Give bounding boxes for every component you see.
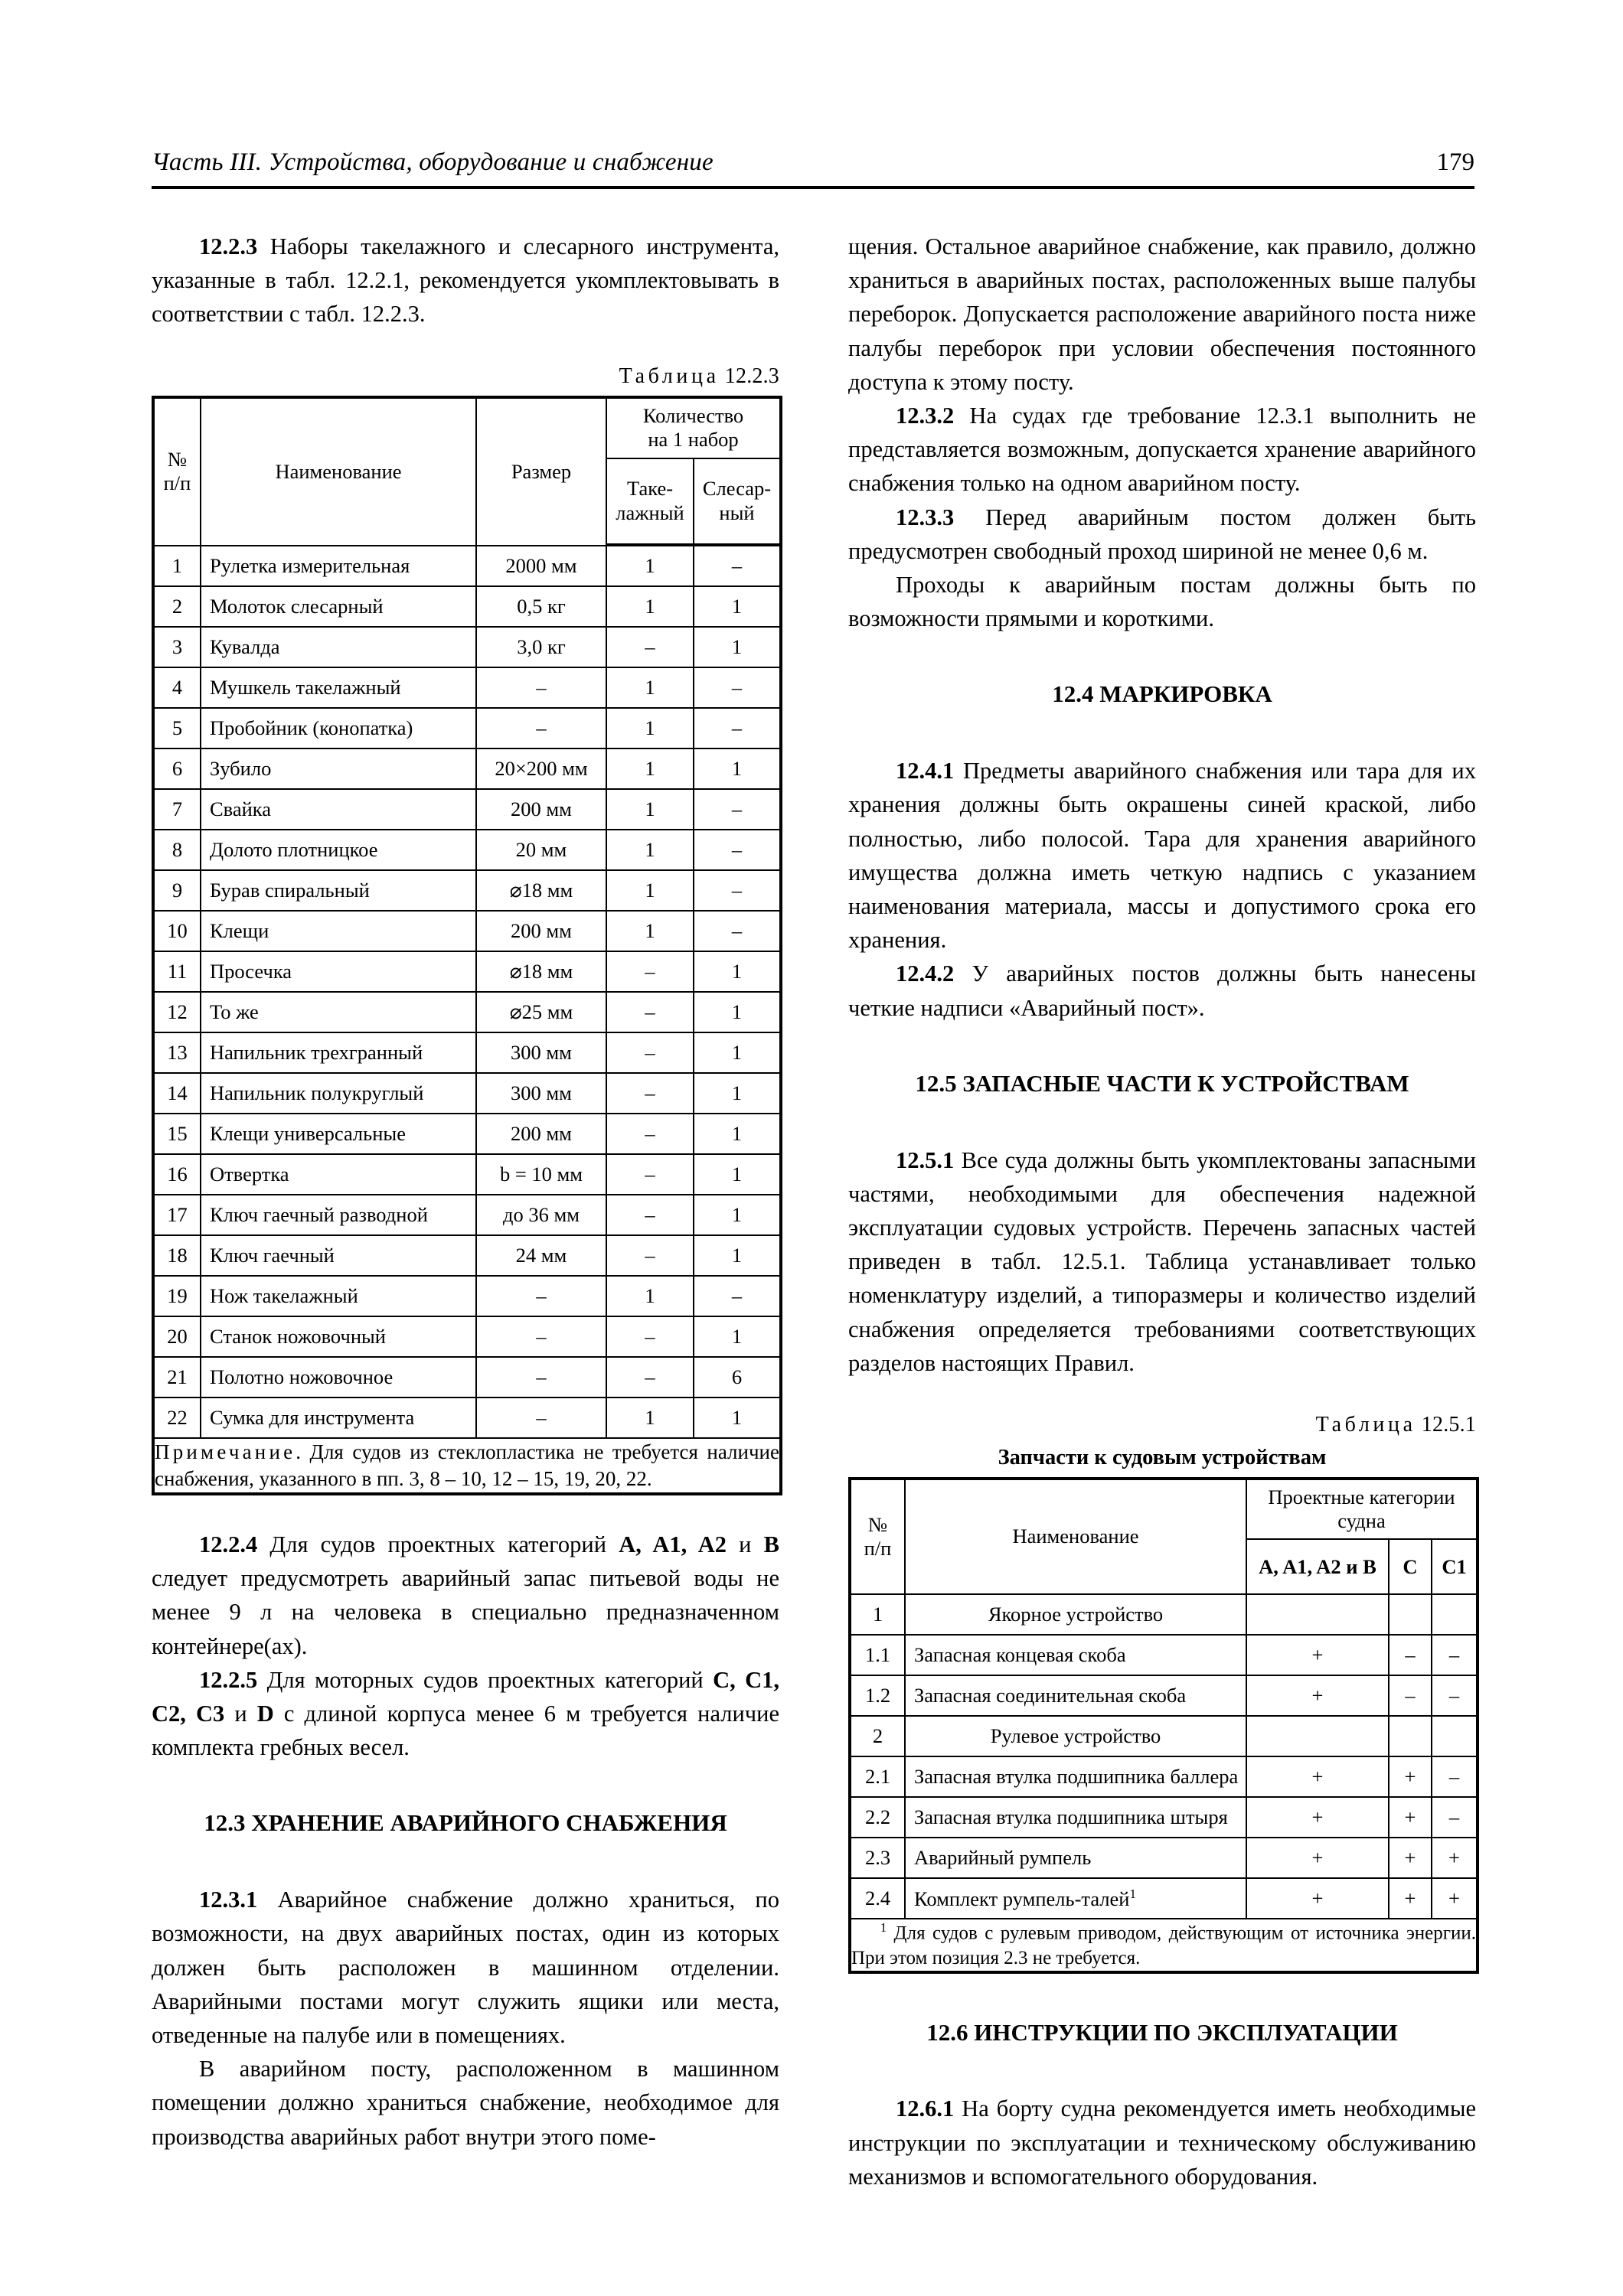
header-quantity-main: Количество	[642, 404, 744, 428]
header-cat-c: C	[1389, 1539, 1432, 1594]
cell-slesarny: 1	[694, 951, 781, 992]
cell-takelazhny: 1	[606, 667, 694, 708]
table-row	[153, 830, 781, 870]
header-qty-takelazhny-l2: лажный	[616, 501, 684, 524]
table-row	[153, 748, 781, 789]
header-qty-slesarny-l1: Слесар-	[702, 477, 772, 501]
right-column	[848, 230, 1476, 2193]
cell-cat-c1: +	[1432, 1878, 1478, 1919]
section-heading-12-3: 12.3 ХРАНЕНИЕ АВАРИЙНОГО СНАБЖЕНИЯ	[204, 1809, 727, 1837]
cell-no: 1	[850, 1594, 905, 1635]
header-no-2	[850, 1479, 905, 1595]
cell-size: 3,0 кг	[476, 627, 606, 667]
paragraph-12-2-5-a: Для моторных судов проектных категорий	[266, 1666, 714, 1693]
cell-slesarny: –	[694, 830, 781, 870]
cell-takelazhny: –	[606, 1073, 694, 1114]
cell-slesarny: 1	[694, 627, 781, 667]
cell-takelazhny: –	[606, 992, 694, 1032]
cell-size: 200 мм	[476, 1114, 606, 1154]
cell-slesarny: 6	[694, 1357, 781, 1397]
cell-name: Отвертка	[201, 1154, 476, 1195]
cell-takelazhny: –	[606, 1114, 694, 1154]
paragraph-12-2-5-cats2: D	[256, 1700, 274, 1727]
table-caption-prefix: Таблица	[619, 364, 720, 388]
cell-no: 1.2	[850, 1675, 905, 1716]
footnote-text: Для судов с рулевым приводом, действующим от источника энергии. При этом позиция 2.3 не требуется.	[851, 1923, 1477, 1968]
cell-no: 6	[153, 748, 201, 789]
cell-name: Просечка	[201, 951, 476, 992]
paragraph-12-3-2	[848, 399, 1476, 501]
section-heading-12-5: 12.5 ЗАПАСНЫЕ ЧАСТИ К УСТРОЙСТВАМ	[915, 1069, 1409, 1097]
cell-name: Запасная втулка подшипника баллера	[905, 1756, 1246, 1797]
cell-slesarny: –	[694, 789, 781, 830]
cell-takelazhny: 1	[606, 748, 694, 789]
cell-cat-c: –	[1389, 1635, 1432, 1675]
cell-name: Полотно ножовочное	[201, 1357, 476, 1397]
header-categories-main: Проектные категории	[1268, 1485, 1455, 1508]
cell-size: 0,5 кг	[476, 586, 606, 627]
cell-takelazhny: –	[606, 1032, 694, 1073]
section-heading-12-6: 12.6 ИНСТРУКЦИИ ПО ЭКСПЛУАТАЦИИ	[926, 2018, 1398, 2046]
cell-name: Станок ножовочный	[201, 1316, 476, 1357]
cell-size: –	[476, 708, 606, 748]
cell-takelazhny: 1	[606, 911, 694, 951]
cell-cat-a: +	[1246, 1635, 1389, 1675]
cell-name: Клещи	[201, 911, 476, 951]
cell-size: 20 мм	[476, 830, 606, 870]
cell-no: 12	[153, 992, 201, 1032]
table-12-2-3-note-row	[153, 1438, 781, 1494]
footnote-mark: 1	[880, 1920, 887, 1936]
cell-name: Запасная соединительная скоба	[905, 1675, 1246, 1716]
cell-no: 19	[153, 1276, 201, 1316]
cell-cat-c1: –	[1432, 1756, 1478, 1797]
table-row	[153, 1195, 781, 1235]
cell-no: 7	[153, 789, 201, 830]
clause-number-12-2-5: 12.2.5	[199, 1666, 258, 1693]
cell-footnote-marker: 1	[1129, 1886, 1136, 1901]
cell-takelazhny: 1	[606, 870, 694, 911]
cell-name: Зубило	[201, 748, 476, 789]
table-row	[153, 789, 781, 830]
cell-no: 2	[850, 1716, 905, 1756]
paragraph-12-3-3	[848, 501, 1476, 568]
paragraph-12-3-3-text: Перед аварийным постом должен быть предусмотрен свободный проход шириной не менее 0,6 м.	[848, 504, 1476, 564]
cell-size: 2000 мм	[476, 546, 606, 586]
cell-size: ⌀18 мм	[476, 870, 606, 911]
cell-cat-a	[1246, 1594, 1389, 1635]
clause-number-12-4-2: 12.4.2	[896, 960, 955, 987]
table-12-5-1-caption	[848, 1412, 1476, 1438]
table-row	[153, 1114, 781, 1154]
table-row	[153, 1235, 781, 1276]
cell-size: –	[476, 1316, 606, 1357]
table-row	[153, 1154, 781, 1195]
cell-cat-c1	[1432, 1716, 1478, 1756]
table-row	[153, 667, 781, 708]
table-12-5-1-body	[850, 1594, 1478, 1919]
paragraph-12-2-5-cats1: C, C1, C2, C3	[152, 1666, 780, 1727]
cell-no: 1.1	[850, 1635, 905, 1675]
cell-name: Комплект румпель-талей$^1$	[905, 1878, 1246, 1919]
page-number: 179	[1436, 148, 1474, 176]
left-column	[152, 230, 779, 2154]
table-row	[153, 627, 781, 667]
cell-size: 200 мм	[476, 911, 606, 951]
cell-cat-c: +	[1389, 1756, 1432, 1797]
cell-size: 20×200 мм	[476, 748, 606, 789]
table-12-5-1-footnote-row	[850, 1919, 1478, 1971]
cell-slesarny: 1	[694, 748, 781, 789]
cell-name: Бурав спиральный	[201, 870, 476, 911]
table-12-5-1-caption-prefix: Таблица	[1315, 1412, 1416, 1437]
cell-name: Запасная концевая скоба	[905, 1635, 1246, 1675]
header-categories-sub: судна	[1337, 1509, 1386, 1533]
cell-slesarny: 1	[694, 1073, 781, 1114]
cell-name: Напильник трехгранный	[201, 1032, 476, 1073]
cell-no: 2.2	[850, 1797, 905, 1838]
table-row	[153, 586, 781, 627]
table-row	[153, 1073, 781, 1114]
paragraph-12-3-2-text: На судах где требование 12.3.1 выполнить не представляется возможным, допускается хранение аварийного снабжения только на одном аварийном посту.	[848, 403, 1477, 497]
cell-no: 9	[153, 870, 201, 911]
paragraph-12-4-2	[848, 957, 1476, 1024]
cell-cat-c1: +	[1432, 1838, 1478, 1878]
cell-cat-a: +	[1246, 1756, 1389, 1797]
cell-size: до 36 мм	[476, 1195, 606, 1235]
paragraph-12-2-4-cats2: B	[763, 1531, 779, 1557]
cell-no: 2	[153, 586, 201, 627]
cell-takelazhny: –	[606, 1357, 694, 1397]
cell-no: 2.4	[850, 1878, 905, 1919]
header-qty-takelazhny	[606, 458, 694, 544]
cell-name: Нож такелажный	[201, 1276, 476, 1316]
cell-size: 24 мм	[476, 1235, 606, 1276]
cell-takelazhny: –	[606, 1316, 694, 1357]
cell-name: Кувалда	[201, 627, 476, 667]
header-name-2: Наименование	[905, 1479, 1246, 1595]
paragraph-12-3-1b: В аварийном посту, расположенном в машинном помещении должно храниться снабжение, необходимое для производства аварийных работ внутри этого поме-	[152, 2056, 779, 2150]
cell-slesarny: 1	[694, 1316, 781, 1357]
cell-cat-a: +	[1246, 1878, 1389, 1919]
paragraph-12-5-1-text: Все суда должны быть укомплектованы запасными частями, необходимыми для обеспечения надежной эксплуатации судовых устройств. Перечень запасных частей приведен в табл. 12.5.1. Таблица устанавливает только номенклатуру изделий, а типоразмеры и количество изделий снабжения определяется требованиями соответствующих разделов настоящих Правил.	[848, 1146, 1476, 1376]
paragraph-12-2-4-a: Для судов проектных категорий	[269, 1531, 619, 1557]
table-row	[153, 708, 781, 748]
cell-cat-c: +	[1389, 1878, 1432, 1919]
table-12-5-1-block	[848, 1412, 1476, 1974]
table-row	[850, 1878, 1478, 1919]
paragraph-12-2-3-text: Наборы такелажного и слесарного инструмента, указанные в табл. 12.2.1, рекомендуется укомплектовывать в соответствии с табл. 12.2.3.	[152, 233, 779, 328]
header-categories	[1246, 1479, 1478, 1540]
cell-takelazhny: –	[606, 1154, 694, 1195]
paragraph-12-2-4-e: следует предусмотреть аварийный запас питьевой воды не менее 9 л на человека в специально предназначенном контейнере(ах).	[152, 1565, 779, 1659]
paragraph-12-3-1-text: Аварийное снабжение должно храниться, по возможности, на двух аварийных постах, один из которых должен быть расположен в машинном отделении. Аварийными постами могут служить ящики или места, отведенные на палубе или в помещениях.	[152, 1887, 780, 2048]
cell-name: То же	[201, 992, 476, 1032]
cell-no: 22	[153, 1397, 201, 1438]
cell-slesarny: 1	[694, 1032, 781, 1073]
cell-cat-a: +	[1246, 1797, 1389, 1838]
cell-takelazhny: 1	[606, 586, 694, 627]
paragraph-12-5-1	[848, 1143, 1476, 1380]
clause-number-12-3-3: 12.3.3	[896, 504, 955, 530]
note-text: . Для судов из стеклопластика не требуется наличие снабжения, указанного в пп. 3, 8 – 10, 12 – 15, 19, 20, 22.	[155, 1440, 779, 1490]
paragraph-12-6-1	[848, 2092, 1476, 2193]
paragraph-12-4-1	[848, 754, 1476, 957]
cell-no: 8	[153, 830, 201, 870]
cell-no: 1	[153, 546, 201, 586]
cell-size: ⌀18 мм	[476, 951, 606, 992]
cell-cat-c: –	[1389, 1675, 1432, 1716]
cell-takelazhny: –	[606, 627, 694, 667]
cell-name: Рулетка измерительная	[201, 546, 476, 586]
cell-slesarny: 1	[694, 1114, 781, 1154]
cell-no: 2.3	[850, 1838, 905, 1878]
cell-cat-a	[1246, 1716, 1389, 1756]
cell-name: Запасная втулка подшипника штыря	[905, 1797, 1246, 1838]
table-row	[850, 1675, 1478, 1716]
cell-slesarny: –	[694, 1276, 781, 1316]
header-no-main: №	[167, 448, 188, 471]
cell-no: 13	[153, 1032, 201, 1073]
header-qty-slesarny-l2: ный	[719, 501, 755, 524]
cell-size: –	[476, 1357, 606, 1397]
cell-slesarny: 1	[694, 1397, 781, 1438]
clause-number-12-6-1: 12.6.1	[896, 2095, 955, 2122]
paragraph-12-6-1-text: На борту судна рекомендуется иметь необходимые инструкции по эксплуатации и техническому обслуживанию механизмов и вспомогательного оборудования.	[848, 2095, 1476, 2190]
cell-no: 20	[153, 1316, 201, 1357]
running-head	[152, 150, 1474, 175]
table-group-row	[850, 1716, 1478, 1756]
cell-no: 21	[153, 1357, 201, 1397]
paragraph-12-2-5-c: и	[224, 1700, 257, 1727]
cell-name: Напильник полукруглый	[201, 1073, 476, 1114]
table-row	[850, 1635, 1478, 1675]
paragraph-12-2-4	[152, 1528, 779, 1663]
header-name: Наименование	[201, 397, 476, 546]
cell-takelazhny: –	[606, 1195, 694, 1235]
cell-takelazhny: 1	[606, 830, 694, 870]
cell-size: –	[476, 667, 606, 708]
paragraph-12-3-1	[152, 1883, 779, 2052]
cell-cat-a: +	[1246, 1675, 1389, 1716]
header-rule	[152, 186, 1474, 189]
note-label: Примечание	[155, 1440, 296, 1463]
cell-name: Ключ гаечный разводной	[201, 1195, 476, 1235]
header-no-sub: п/п	[163, 471, 191, 495]
table-12-5-1	[848, 1477, 1479, 1974]
paragraph-12-3-3b: Проходы к аварийным постам должны быть по возможности прямыми и короткими.	[848, 572, 1476, 632]
header-quantity-sub: на 1 набор	[648, 428, 739, 452]
cell-name: Молоток слесарный	[201, 586, 476, 627]
table-row	[850, 1838, 1478, 1878]
cell-takelazhny: 1	[606, 1276, 694, 1316]
cell-no: 5	[153, 708, 201, 748]
table-12-2-3-caption	[152, 364, 779, 390]
header-size: Размер	[476, 397, 606, 546]
cell-slesarny: 1	[694, 992, 781, 1032]
header-qty-takelazhny-l1: Таке-	[626, 477, 674, 501]
cell-slesarny: –	[694, 911, 781, 951]
cell-name: Свайка	[201, 789, 476, 830]
cell-size: 200 мм	[476, 789, 606, 830]
cell-slesarny: 1	[694, 1195, 781, 1235]
table-row	[153, 870, 781, 911]
cell-takelazhny: –	[606, 1235, 694, 1276]
header-cat-c1: C1	[1432, 1539, 1478, 1594]
cell-size: –	[476, 1276, 606, 1316]
clause-number-12-3-2: 12.3.2	[896, 403, 955, 429]
header-cat-a: A, A1, A2 и B	[1246, 1539, 1389, 1594]
table-row	[153, 992, 781, 1032]
cell-name: Ключ гаечный	[201, 1235, 476, 1276]
paragraph-12-2-4-c: и	[726, 1531, 764, 1557]
cell-name: Сумка для инструмента	[201, 1397, 476, 1438]
cell-no: 14	[153, 1073, 201, 1114]
clause-number-12-4-1: 12.4.1	[896, 758, 955, 784]
cell-no: 11	[153, 951, 201, 992]
header-quantity	[606, 397, 781, 458]
clause-number-12-5-1: 12.5.1	[896, 1146, 955, 1173]
cell-name: Аварийный румпель	[905, 1838, 1246, 1878]
paragraph-12-2-3	[152, 230, 779, 331]
cell-size: 300 мм	[476, 1073, 606, 1114]
paragraph-12-4-2-text: У аварийных постов должны быть нанесены четкие надписи «Аварийный пост».	[848, 960, 1476, 1021]
cell-no: 2.1	[850, 1756, 905, 1797]
paragraph-12-2-4-cats1: A, A1, A2	[619, 1531, 727, 1557]
cell-cat-c	[1389, 1594, 1432, 1635]
paragraph-continued: щения. Остальное аварийное снабжение, как правило, должно храниться в аварийных постах, расположенных выше палубы переборок. Допускается расположение аварийного поста ниже палубы переборок при условии обеспечения постоянного доступа к этому посту.	[848, 233, 1476, 395]
cell-takelazhny: 1	[606, 789, 694, 830]
table-12-5-1-title: Запчасти к судовым устройствам	[998, 1445, 1327, 1469]
cell-slesarny: –	[694, 546, 781, 586]
cell-name: Якорное устройство	[905, 1594, 1246, 1635]
cell-no: 16	[153, 1154, 201, 1195]
cell-size: b = 10 мм	[476, 1154, 606, 1195]
running-head-title: Часть III. Устройства, оборудование и снабжение	[152, 148, 714, 176]
table-12-2-3	[152, 396, 782, 1495]
cell-slesarny: –	[694, 667, 781, 708]
table-row	[153, 1357, 781, 1397]
header-no-2-sub: п/п	[864, 1537, 892, 1561]
cell-cat-c1: –	[1432, 1635, 1478, 1675]
header-no	[153, 397, 201, 546]
paragraph-12-2-5-e: с длиной корпуса менее 6 м требуется наличие комплекта гребных весел.	[152, 1700, 780, 1761]
cell-no: 4	[153, 667, 201, 708]
cell-name: Клещи универсальные	[201, 1114, 476, 1154]
cell-takelazhny: –	[606, 951, 694, 992]
table-row	[153, 1397, 781, 1438]
cell-cat-c	[1389, 1716, 1432, 1756]
cell-name: Долото плотницкое	[201, 830, 476, 870]
cell-no: 17	[153, 1195, 201, 1235]
clause-number-12-2-3: 12.2.3	[199, 233, 258, 259]
cell-name: Рулевое устройство	[905, 1716, 1246, 1756]
cell-cat-a: +	[1246, 1838, 1389, 1878]
clause-number-12-2-4: 12.2.4	[199, 1531, 258, 1557]
cell-no: 18	[153, 1235, 201, 1276]
table-12-2-3-body	[153, 546, 781, 1438]
paragraph-12-4-1-text: Предметы аварийного снабжения или тара для их хранения должны быть окрашены синей краской, либо полностью, либо полосой. Тара для хранения аварийного имущества должна иметь четкую надпись с указанием наименования материала, массы и допустимого срока его хранения.	[848, 758, 1476, 954]
cell-takelazhny: 1	[606, 546, 694, 586]
table-caption-number: 12.2.3	[724, 364, 779, 388]
cell-no: 3	[153, 627, 201, 667]
cell-takelazhny: 1	[606, 708, 694, 748]
cell-cat-c1: –	[1432, 1675, 1478, 1716]
table-12-5-1-caption-number: 12.5.1	[1421, 1412, 1476, 1437]
table-row	[850, 1756, 1478, 1797]
cell-size: 300 мм	[476, 1032, 606, 1073]
cell-name: Мушкель такелажный	[201, 667, 476, 708]
clause-number-12-3-1: 12.3.1	[199, 1887, 258, 1913]
table-12-5-1-footnote	[850, 1919, 1478, 1971]
cell-cat-c1	[1432, 1594, 1478, 1635]
cell-cat-c: +	[1389, 1797, 1432, 1838]
cell-slesarny: 1	[694, 1154, 781, 1195]
cell-cat-c: +	[1389, 1838, 1432, 1878]
paragraph-12-2-5	[152, 1663, 779, 1765]
table-row	[850, 1797, 1478, 1838]
table-row	[153, 1316, 781, 1357]
table-row	[153, 546, 781, 586]
cell-no: 10	[153, 911, 201, 951]
cell-takelazhny: 1	[606, 1397, 694, 1438]
cell-name: Пробойник (конопатка)	[201, 708, 476, 748]
table-header-row-1	[153, 397, 781, 458]
cell-cat-c1: –	[1432, 1797, 1478, 1838]
cell-slesarny: 1	[694, 1235, 781, 1276]
cell-no: 15	[153, 1114, 201, 1154]
table-group-row	[850, 1594, 1478, 1635]
cell-slesarny: –	[694, 708, 781, 748]
table-row	[153, 1032, 781, 1073]
cell-size: ⌀25 мм	[476, 992, 606, 1032]
table-12-5-1-header-row-1	[850, 1479, 1478, 1540]
table-row	[153, 951, 781, 992]
header-no-2-main: №	[867, 1512, 888, 1536]
cell-slesarny: –	[694, 870, 781, 911]
table-12-2-3-block	[152, 364, 779, 1495]
cell-size: –	[476, 1397, 606, 1438]
table-12-2-3-note	[153, 1438, 781, 1494]
header-qty-slesarny	[694, 458, 781, 544]
table-row	[153, 911, 781, 951]
table-row	[153, 1276, 781, 1316]
cell-slesarny: 1	[694, 586, 781, 627]
section-heading-12-4: 12.4 МАРКИРОВКА	[1052, 680, 1272, 708]
